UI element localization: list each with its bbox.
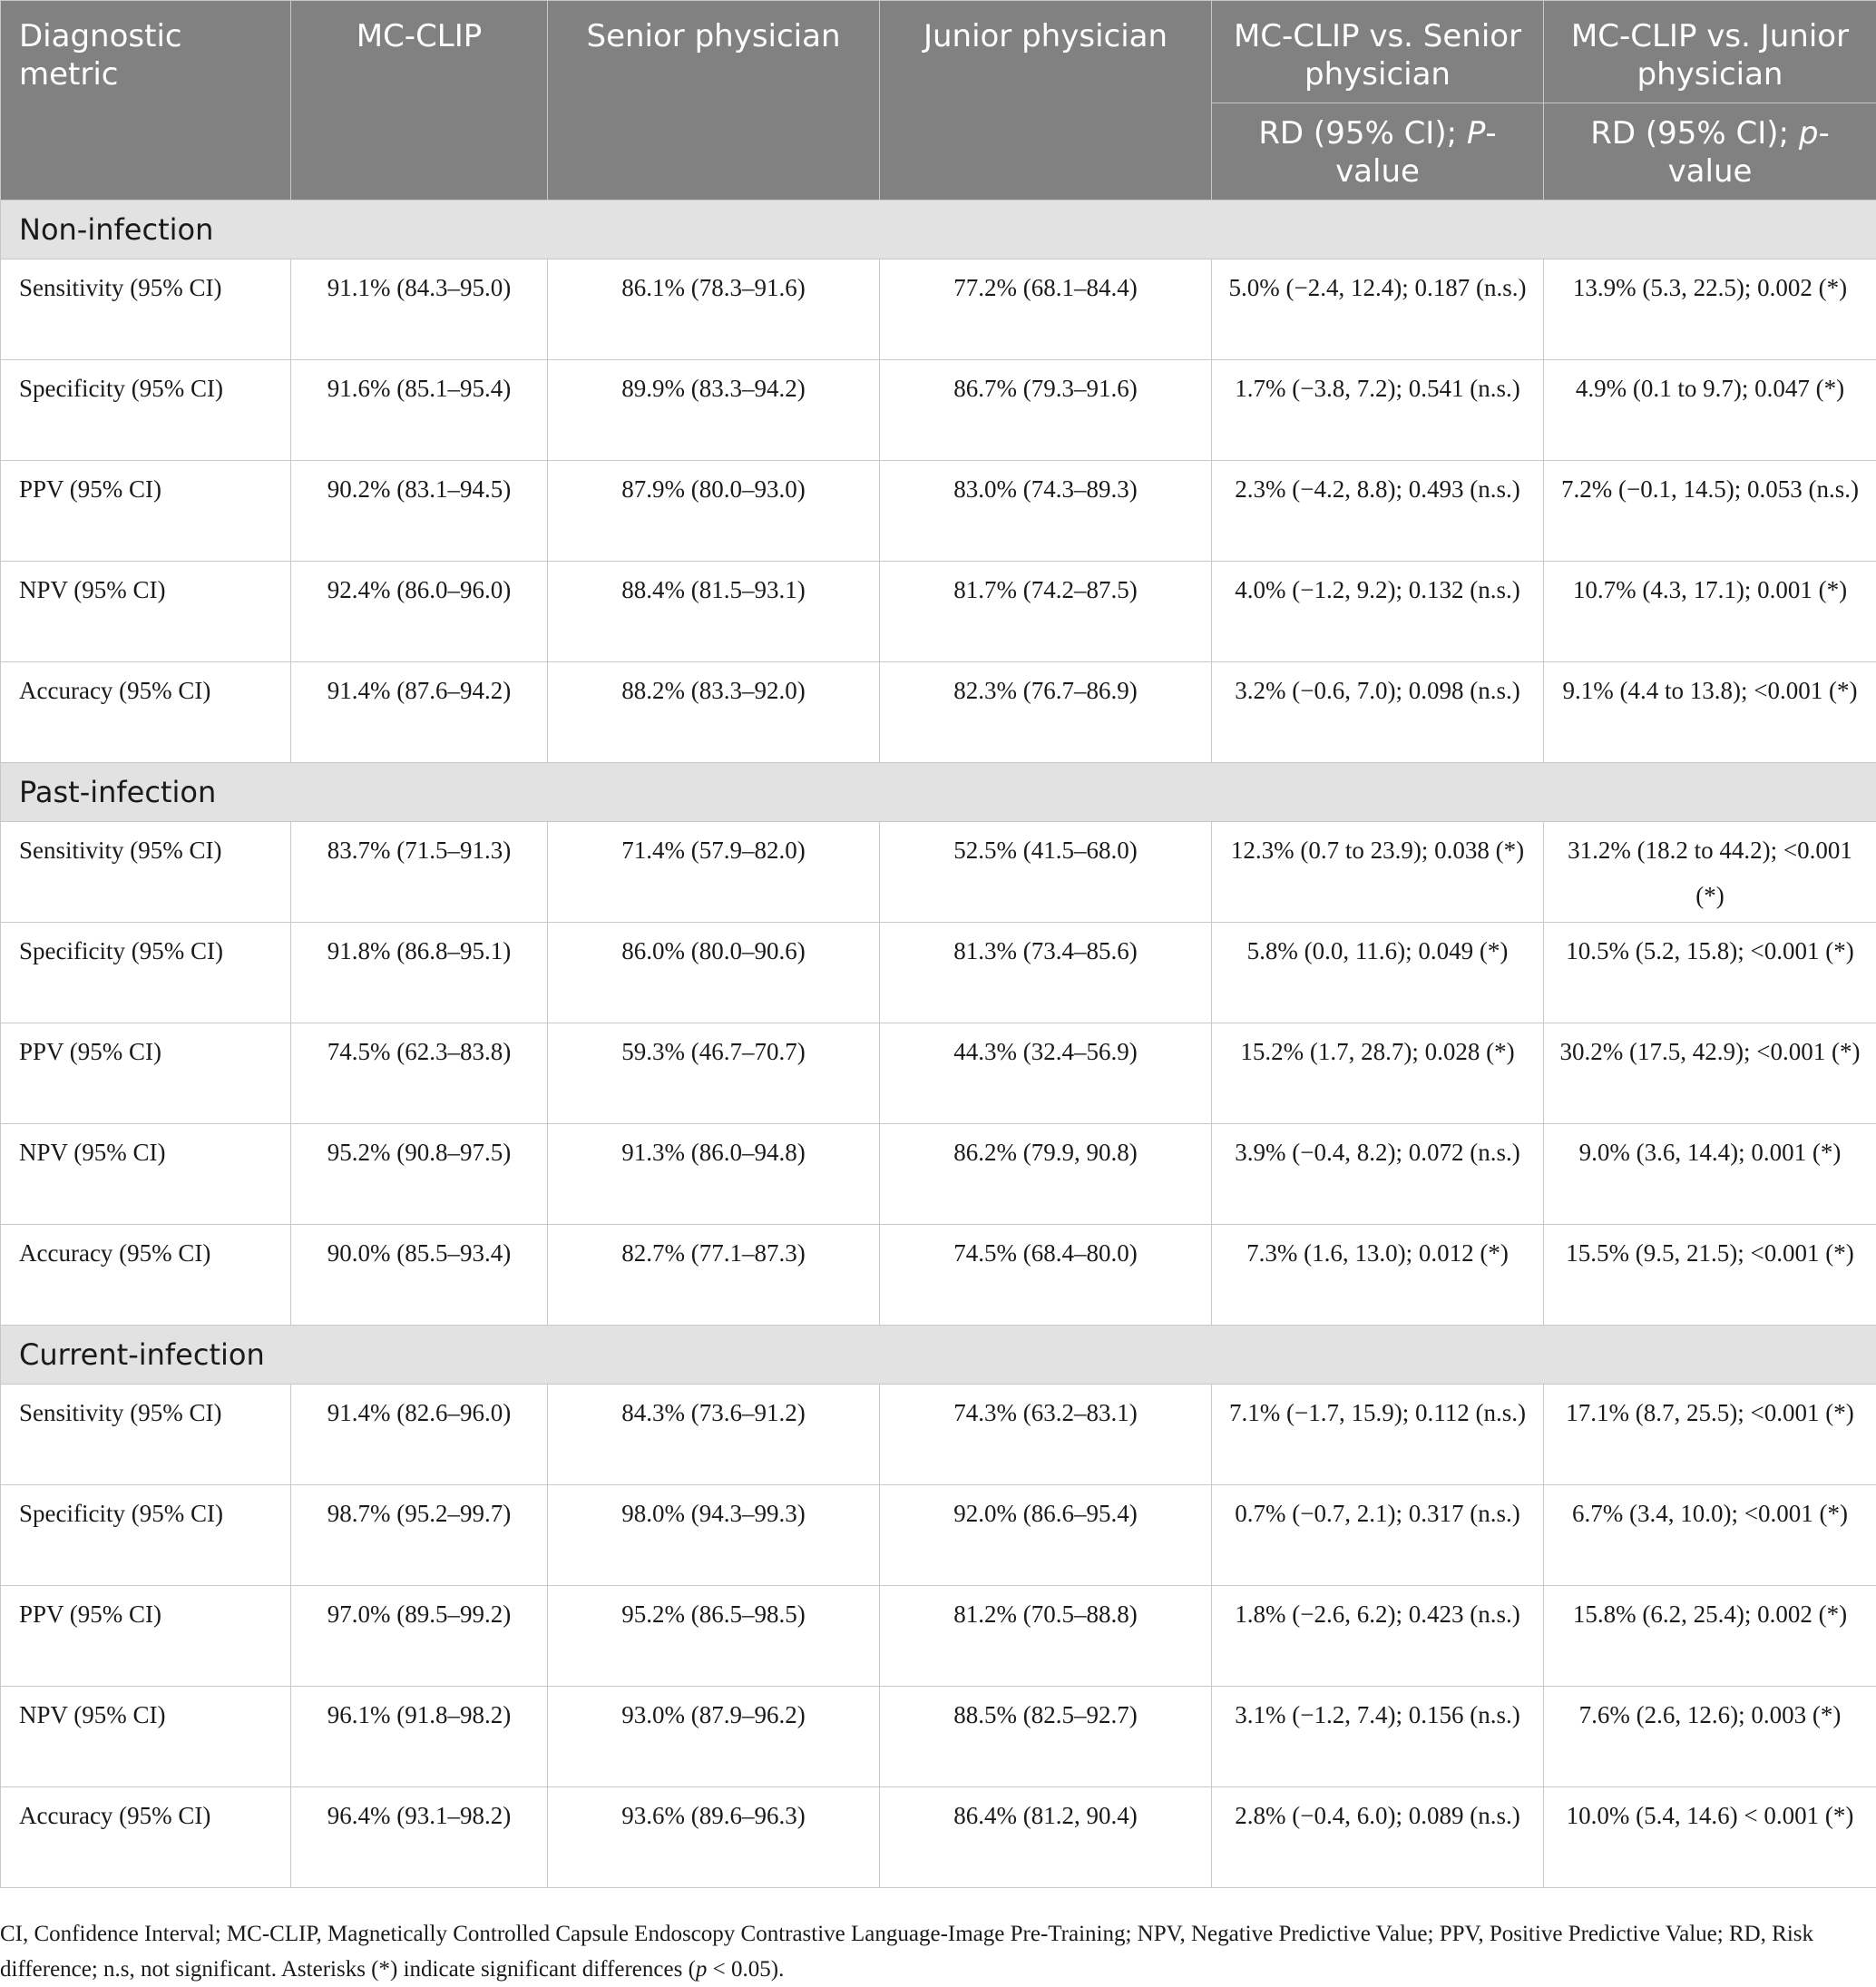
metric-cell: NPV (95% CI): [1, 562, 291, 662]
table-row: [1, 662, 1876, 763]
rd-vs-junior-value: 10.0% (5.4, 14.6) < 0.001 (*): [1544, 1787, 1876, 1888]
section-title: Past-infection: [1, 763, 1876, 822]
header-row: [1, 1, 1876, 103]
senior-physician-value: 91.3% (86.0–94.8): [548, 1124, 880, 1225]
section-row: [1, 201, 1876, 259]
junior-physician-value: 86.4% (81.2, 90.4): [880, 1787, 1212, 1888]
junior-physician-value: 81.7% (74.2–87.5): [880, 562, 1212, 662]
header-junior-physician: Junior physician: [880, 1, 1212, 201]
senior-physician-value: 86.1% (78.3–91.6): [548, 259, 880, 360]
subheader-suffix: -value: [1335, 115, 1497, 190]
junior-physician-value: 74.5% (68.4–80.0): [880, 1225, 1212, 1326]
rd-vs-junior-value: 6.7% (3.4, 10.0); <0.001 (*): [1544, 1485, 1876, 1586]
subheader-p-letter: P: [1466, 115, 1486, 152]
rd-vs-senior-value: 2.3% (−4.2, 8.8); 0.493 (n.s.): [1212, 461, 1544, 562]
rd-vs-senior-value: 5.0% (−2.4, 12.4); 0.187 (n.s.): [1212, 259, 1544, 360]
junior-physician-value: 52.5% (41.5–68.0): [880, 822, 1212, 923]
junior-physician-value: 74.3% (63.2–83.1): [880, 1385, 1212, 1485]
footnote-p-letter: p: [695, 1957, 708, 1982]
rd-vs-junior-value: 17.1% (8.7, 25.5); <0.001 (*): [1544, 1385, 1876, 1485]
senior-physician-value: 95.2% (86.5–98.5): [548, 1586, 880, 1687]
table-row: [1, 1586, 1876, 1687]
mc-clip-value: 74.5% (62.3–83.8): [291, 1023, 548, 1124]
metric-cell: Accuracy (95% CI): [1, 1225, 291, 1326]
metric-cell: PPV (95% CI): [1, 1023, 291, 1124]
rd-vs-senior-value: 5.8% (0.0, 11.6); 0.049 (*): [1212, 923, 1544, 1023]
table-row: [1, 1225, 1876, 1326]
section-row: [1, 1326, 1876, 1385]
rd-vs-senior-value: 2.8% (−0.4, 6.0); 0.089 (n.s.): [1212, 1787, 1544, 1888]
table-row: [1, 1787, 1876, 1888]
senior-physician-value: 88.2% (83.3–92.0): [548, 662, 880, 763]
subheader-rd-p-value-junior: [1544, 103, 1876, 201]
table-row: [1, 822, 1876, 923]
metric-cell: Accuracy (95% CI): [1, 662, 291, 763]
rd-vs-junior-value: 7.2% (−0.1, 14.5); 0.053 (n.s.): [1544, 461, 1876, 562]
junior-physician-value: 88.5% (82.5–92.7): [880, 1687, 1212, 1787]
senior-physician-value: 93.6% (89.6–96.3): [548, 1787, 880, 1888]
header-senior-physician: Senior physician: [548, 1, 880, 201]
junior-physician-value: 44.3% (32.4–56.9): [880, 1023, 1212, 1124]
mc-clip-value: 90.0% (85.5–93.4): [291, 1225, 548, 1326]
rd-vs-senior-value: 3.1% (−1.2, 7.4); 0.156 (n.s.): [1212, 1687, 1544, 1787]
metric-cell: Sensitivity (95% CI): [1, 822, 291, 923]
mc-clip-value: 96.1% (91.8–98.2): [291, 1687, 548, 1787]
mc-clip-value: 91.1% (84.3–95.0): [291, 259, 548, 360]
header-mc-clip: MC-CLIP: [291, 1, 548, 201]
senior-physician-value: 84.3% (73.6–91.2): [548, 1385, 880, 1485]
header-mc-clip-vs-senior: MC-CLIP vs. Senior physician: [1212, 1, 1544, 103]
subheader-prefix: RD (95% CI);: [1590, 115, 1799, 152]
senior-physician-value: 88.4% (81.5–93.1): [548, 562, 880, 662]
section-row: [1, 763, 1876, 822]
rd-vs-junior-value: 9.0% (3.6, 14.4); 0.001 (*): [1544, 1124, 1876, 1225]
table-row: [1, 259, 1876, 360]
mc-clip-value: 91.4% (82.6–96.0): [291, 1385, 548, 1485]
junior-physician-value: 82.3% (76.7–86.9): [880, 662, 1212, 763]
rd-vs-junior-value: 10.7% (4.3, 17.1); 0.001 (*): [1544, 562, 1876, 662]
senior-physician-value: 71.4% (57.9–82.0): [548, 822, 880, 923]
table-row: [1, 1124, 1876, 1225]
subheader-p-letter: p: [1798, 115, 1819, 152]
senior-physician-value: 93.0% (87.9–96.2): [548, 1687, 880, 1787]
table-row: [1, 360, 1876, 461]
mc-clip-value: 92.4% (86.0–96.0): [291, 562, 548, 662]
mc-clip-value: 90.2% (83.1–94.5): [291, 461, 548, 562]
metric-cell: Specificity (95% CI): [1, 923, 291, 1023]
rd-vs-senior-value: 1.7% (−3.8, 7.2); 0.541 (n.s.): [1212, 360, 1544, 461]
metric-cell: PPV (95% CI): [1, 461, 291, 562]
rd-vs-junior-value: 15.8% (6.2, 25.4); 0.002 (*): [1544, 1586, 1876, 1687]
section-title: Non-infection: [1, 201, 1876, 259]
rd-vs-senior-value: 4.0% (−1.2, 9.2); 0.132 (n.s.): [1212, 562, 1544, 662]
table-row: [1, 923, 1876, 1023]
table-body: [1, 201, 1876, 1888]
footnote-tail: < 0.05).: [707, 1957, 785, 1982]
table-row: [1, 1687, 1876, 1787]
table-row: [1, 562, 1876, 662]
metric-cell: NPV (95% CI): [1, 1124, 291, 1225]
metric-cell: PPV (95% CI): [1, 1586, 291, 1687]
senior-physician-value: 89.9% (83.3–94.2): [548, 360, 880, 461]
rd-vs-junior-value: 10.5% (5.2, 15.8); <0.001 (*): [1544, 923, 1876, 1023]
mc-clip-value: 91.4% (87.6–94.2): [291, 662, 548, 763]
rd-vs-junior-value: 30.2% (17.5, 42.9); <0.001 (*): [1544, 1023, 1876, 1124]
table-row: [1, 1023, 1876, 1124]
subheader-prefix: RD (95% CI);: [1258, 115, 1467, 152]
junior-physician-value: 81.3% (73.4–85.6): [880, 923, 1212, 1023]
mc-clip-value: 95.2% (90.8–97.5): [291, 1124, 548, 1225]
metric-cell: Specificity (95% CI): [1, 360, 291, 461]
metric-cell: Specificity (95% CI): [1, 1485, 291, 1586]
table-row: [1, 461, 1876, 562]
rd-vs-senior-value: 3.2% (−0.6, 7.0); 0.098 (n.s.): [1212, 662, 1544, 763]
metric-cell: Sensitivity (95% CI): [1, 259, 291, 360]
rd-vs-junior-value: 9.1% (4.4 to 13.8); <0.001 (*): [1544, 662, 1876, 763]
senior-physician-value: 98.0% (94.3–99.3): [548, 1485, 880, 1586]
subheader-suffix: -value: [1667, 115, 1830, 190]
metric-cell: Accuracy (95% CI): [1, 1787, 291, 1888]
table-row: [1, 1485, 1876, 1586]
mc-clip-value: 97.0% (89.5–99.2): [291, 1586, 548, 1687]
rd-vs-junior-value: 7.6% (2.6, 12.6); 0.003 (*): [1544, 1687, 1876, 1787]
table-row: [1, 1385, 1876, 1485]
mc-clip-value: 96.4% (93.1–98.2): [291, 1787, 548, 1888]
senior-physician-value: 87.9% (80.0–93.0): [548, 461, 880, 562]
junior-physician-value: 86.2% (79.9, 90.8): [880, 1124, 1212, 1225]
subheader-rd-p-value-senior: [1212, 103, 1544, 201]
header-mc-clip-vs-junior: MC-CLIP vs. Junior physician: [1544, 1, 1876, 103]
mc-clip-value: 83.7% (71.5–91.3): [291, 822, 548, 923]
table-footnote: [0, 1916, 1869, 1987]
mc-clip-value: 91.6% (85.1–95.4): [291, 360, 548, 461]
rd-vs-senior-value: 0.7% (−0.7, 2.1); 0.317 (n.s.): [1212, 1485, 1544, 1586]
rd-vs-junior-value: 15.5% (9.5, 21.5); <0.001 (*): [1544, 1225, 1876, 1326]
rd-vs-senior-value: 12.3% (0.7 to 23.9); 0.038 (*): [1212, 822, 1544, 923]
rd-vs-senior-value: 7.1% (−1.7, 15.9); 0.112 (n.s.): [1212, 1385, 1544, 1485]
rd-vs-senior-value: 3.9% (−0.4, 8.2); 0.072 (n.s.): [1212, 1124, 1544, 1225]
junior-physician-value: 83.0% (74.3–89.3): [880, 461, 1212, 562]
rd-vs-junior-value: 4.9% (0.1 to 9.7); 0.047 (*): [1544, 360, 1876, 461]
mc-clip-value: 91.8% (86.8–95.1): [291, 923, 548, 1023]
metric-cell: NPV (95% CI): [1, 1687, 291, 1787]
rd-vs-junior-value: 13.9% (5.3, 22.5); 0.002 (*): [1544, 259, 1876, 360]
rd-vs-senior-value: 7.3% (1.6, 13.0); 0.012 (*): [1212, 1225, 1544, 1326]
junior-physician-value: 81.2% (70.5–88.8): [880, 1586, 1212, 1687]
junior-physician-value: 86.7% (79.3–91.6): [880, 360, 1212, 461]
mc-clip-value: 98.7% (95.2–99.7): [291, 1485, 548, 1586]
metric-cell: Sensitivity (95% CI): [1, 1385, 291, 1485]
footnote-main: CI, Confidence Interval; MC-CLIP, Magnetically Controlled Capsule Endoscopy Contrastive Language-Image Pre-Training; NPV, Negative Predictive Value; PPV, Positive Predictive Value; RD, Risk difference; n.s, not significant. Asterisks (*) indicate significant differences (: [0, 1922, 1814, 1982]
section-title: Current-infection: [1, 1326, 1876, 1385]
senior-physician-value: 86.0% (80.0–90.6): [548, 923, 880, 1023]
senior-physician-value: 82.7% (77.1–87.3): [548, 1225, 880, 1326]
rd-vs-senior-value: 15.2% (1.7, 28.7); 0.028 (*): [1212, 1023, 1544, 1124]
rd-vs-junior-value: 31.2% (18.2 to 44.2); <0.001 (*): [1544, 822, 1876, 923]
junior-physician-value: 77.2% (68.1–84.4): [880, 259, 1212, 360]
rd-vs-senior-value: 1.8% (−2.6, 6.2); 0.423 (n.s.): [1212, 1586, 1544, 1687]
junior-physician-value: 92.0% (86.6–95.4): [880, 1485, 1212, 1586]
senior-physician-value: 59.3% (46.7–70.7): [548, 1023, 880, 1124]
header-diagnostic-metric: Diagnostic metric: [1, 1, 291, 201]
